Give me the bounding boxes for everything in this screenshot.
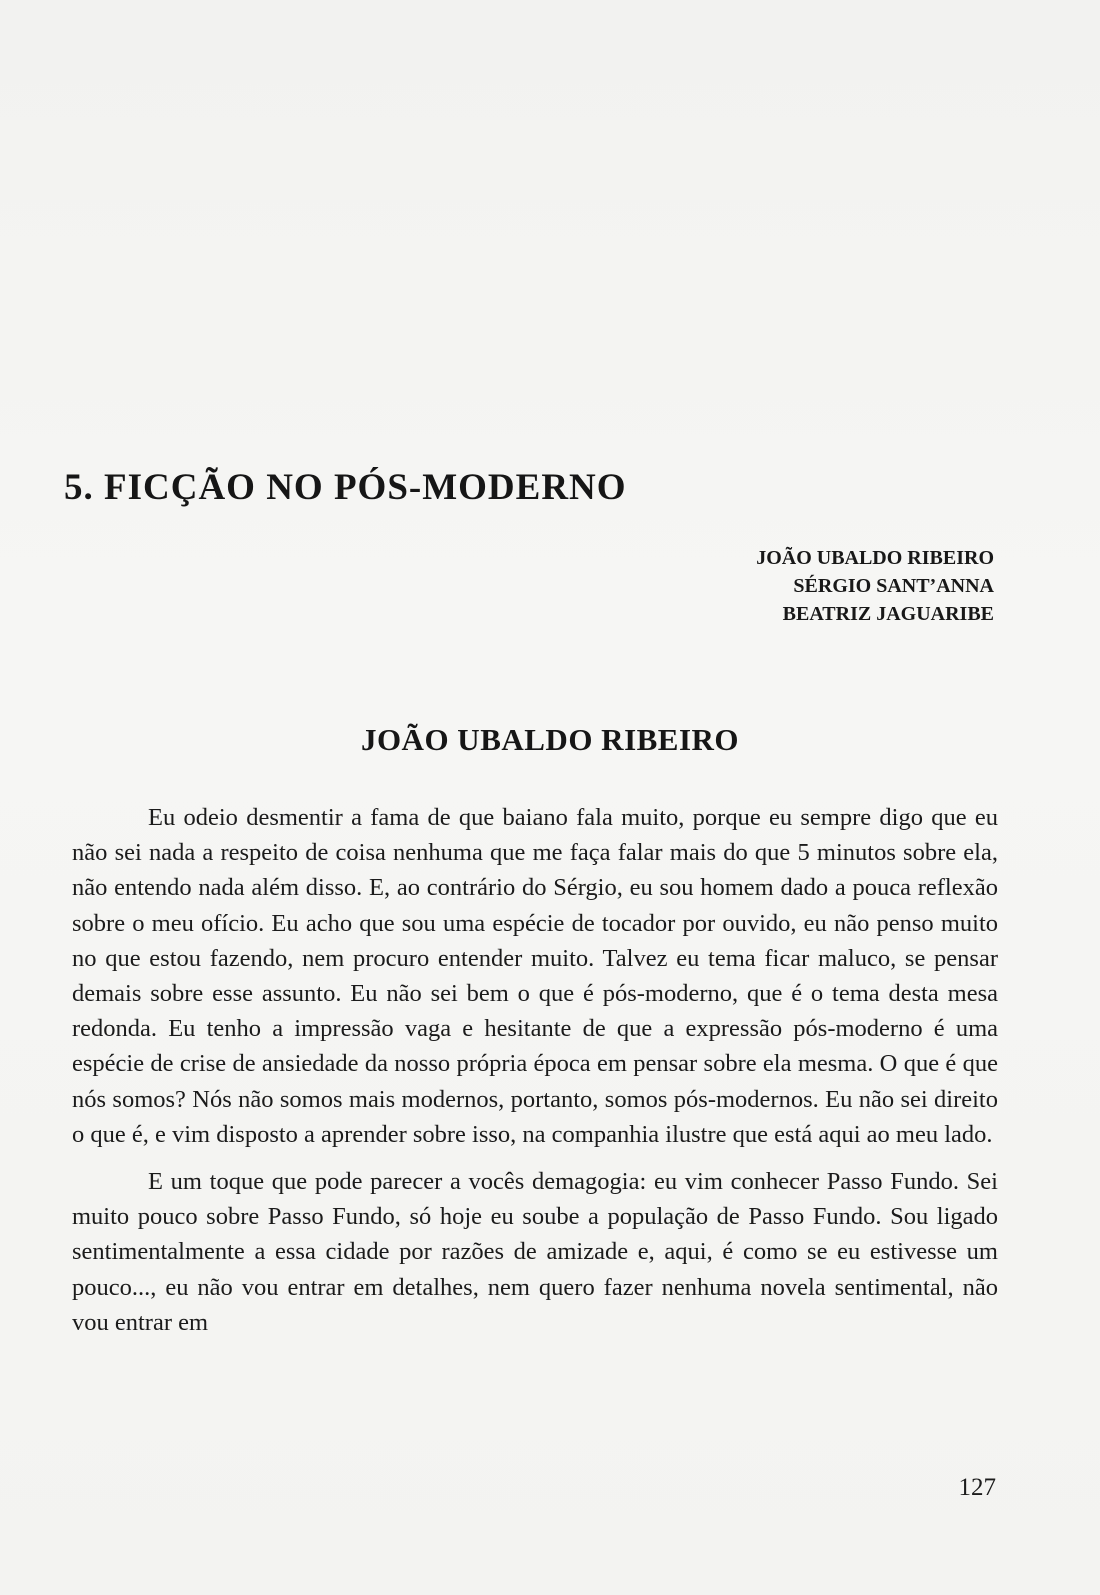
section-title: JOÃO UBALDO RIBEIRO [360,722,740,757]
paragraph: E um toque que pode parecer a vocês demagogia: eu vim conhecer Passo Fundo. Sei muito pouco sobre Passo Fundo, só hoje eu soube a população de Passo Fundo. Sou ligado sentimentalmente a essa cidade por razões de amizade e, aqui, é como se eu estivesse um pouco..., eu não vou entrar em detalhes, nem quero fazer nenhuma novela sentimental, não vou entrar em [72,1168,998,1336]
chapter-title: 5. FICÇÃO NO PÓS-MODERNO [64,467,627,508]
author-name: SÉRGIO SANT’ANNA [793,575,994,597]
paragraph: Eu odeio desmentir a fama de que baiano fala muito, porque eu sempre digo que eu não sei nada a respeito de coisa nenhuma que me faça falar mais do que 5 minutos sobre ela, não entendo nada além disso. E, ao contrário do Sérgio, eu sou homem dado a pouca reflexão sobre o meu ofício. Eu acho que sou uma espécie de tocador por ouvido, eu não penso muito no que estou fazendo, nem procuro entender muito. Talvez eu tema ficar maluco, se pensar demais sobre esse assunto. Eu não sei bem o que é pós-moderno, que é o tema desta mesa redonda. Eu tenho a impressão vaga e hesitante de que a expressão pós-moderno é uma espécie de crise de ansiedade da nosso própria época em pensar sobre ela mesma. O que é que nós somos? Nós não somos mais modernos, portanto, somos pós-modernos. Eu não sei direito o que é, e vim disposto a aprender sobre isso, na companhia ilustre que está aqui ao meu lado. [72,804,998,1148]
author-name: JOÃO UBALDO RIBEIRO [756,547,994,569]
page-number: 127 [958,1474,996,1501]
author-name: BEATRIZ JAGUARIBE [782,603,994,625]
author-list [756,544,994,628]
body-text [72,800,998,1352]
